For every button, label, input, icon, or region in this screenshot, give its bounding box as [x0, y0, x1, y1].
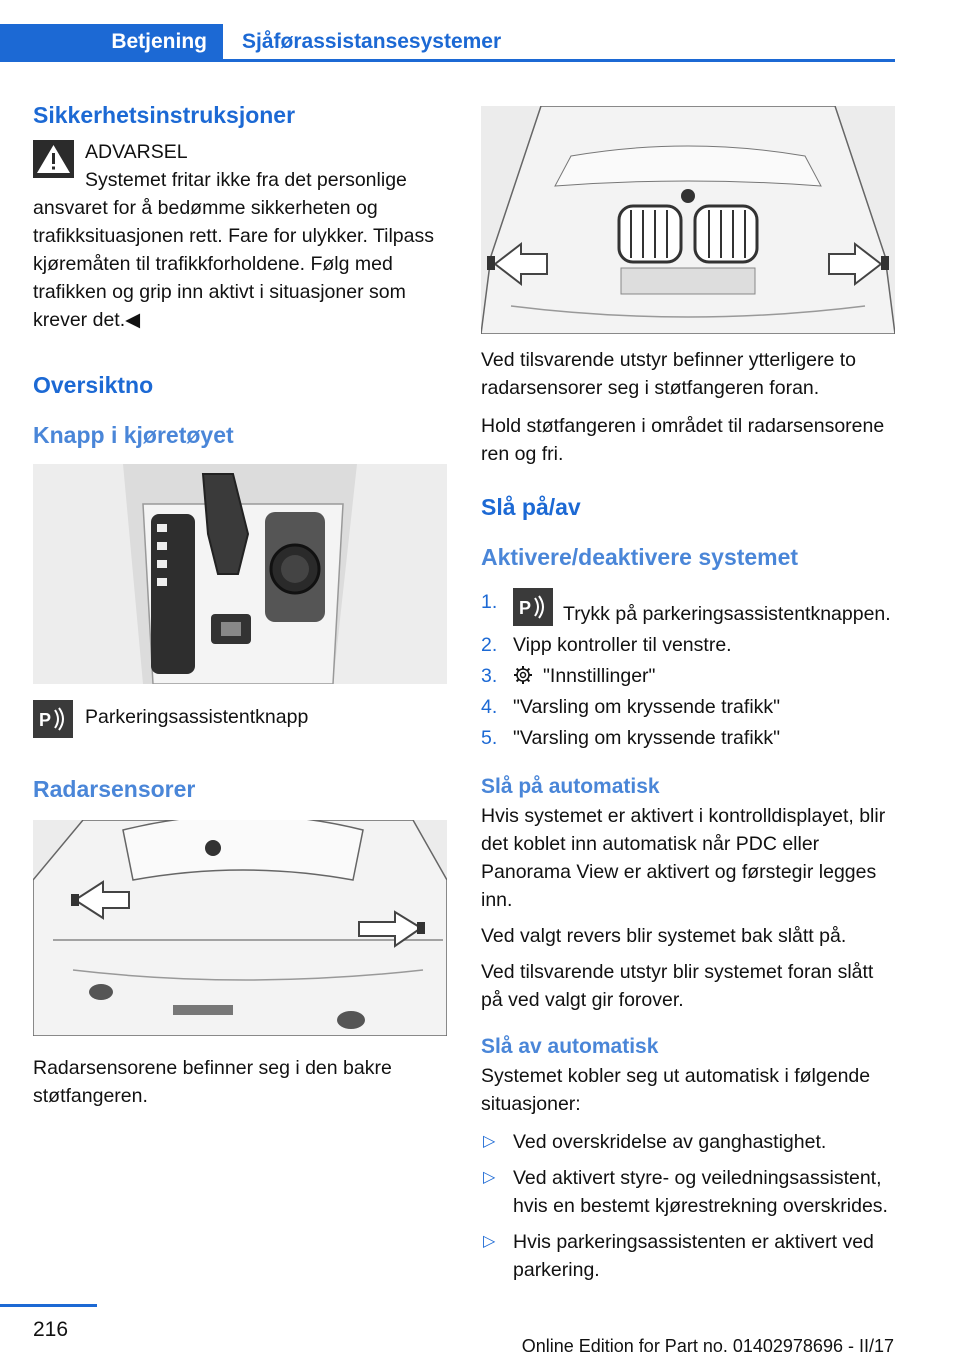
step-item: [481, 693, 896, 721]
step-text: "Varsling om kryssende trafikk": [513, 696, 781, 718]
page-number: 216: [33, 1318, 69, 1341]
activation-steps: [481, 588, 896, 752]
button-caption-row: [33, 700, 449, 744]
svg-text:P: P: [39, 710, 52, 730]
header-rule: [0, 59, 895, 62]
warning-triangle-icon: [33, 140, 74, 178]
safety-heading: Sikkerhetsinstruksjoner: [33, 102, 296, 128]
on-off-heading: Slå på/av: [481, 494, 581, 520]
console-photo: [33, 464, 447, 684]
rear-bumper-photo: [33, 820, 447, 1036]
step-item: [481, 631, 896, 659]
button-heading: Knapp i kjøretøyet: [33, 422, 234, 448]
warning-text: Systemet fritar ikke fra det personlige ansvaret for å bedømme sikkerheten og trafikksituasjonen rett. Fare for ulykker. Tilpass kjøremåten til trafikkforholdene. Følg med trafikken og grip inn aktivt i situasjoner som krever det.◀: [33, 169, 434, 331]
radar-heading: Radarsensorer: [33, 776, 196, 802]
step-text: Trykk på parkeringsassistentknappen.: [563, 603, 891, 625]
overview-heading: Oversiktno: [33, 372, 154, 398]
bullet-triangle-icon: ▷: [483, 1133, 496, 1150]
auto-on-text-2: Ved valgt revers blir systemet bak slått på.: [481, 925, 847, 947]
right-column: [481, 98, 896, 1292]
step-item: [481, 662, 896, 690]
step-item: [481, 588, 896, 628]
front-radar-text: Ved tilsvarende utstyr befinner ytterligere to radarsensorer seg i støtfangeren foran.: [481, 349, 857, 399]
svg-text:P: P: [519, 598, 532, 618]
rear-bumper-illustration: [33, 820, 447, 1036]
front-bumper-photo: [481, 106, 895, 334]
step-number: 3.: [481, 665, 498, 687]
auto-on-text-1: Hvis systemet er aktivert i kontrolldisplayet, blir det koblet inn automatisk når PDC eller Panorama View er aktivert og førstegir legges inn.: [481, 805, 886, 911]
auto-off-list: [481, 1128, 896, 1284]
front-bumper-illustration: [481, 106, 895, 334]
footer-rule: [0, 1304, 97, 1307]
gear-icon: [513, 665, 533, 685]
step-item: [481, 724, 896, 752]
list-item: [481, 1228, 896, 1284]
edition-text: Online Edition for Part no. 01402978696 - II/17: [521, 1336, 894, 1356]
auto-off-heading: Slå av automatisk: [481, 1035, 659, 1058]
list-item: [481, 1128, 896, 1156]
radar-text: Radarsensorene befinner seg i den bakre støtfangeren.: [33, 1057, 392, 1107]
center-console-illustration: [33, 464, 447, 684]
auto-on-text-3: Ved tilsvarende utstyr blir systemet foran slått på ved valgt gir forover.: [481, 961, 874, 1011]
auto-off-intro: Systemet kobler seg ut automatisk i følgende situasjoner:: [481, 1065, 871, 1115]
step-text: "Innstillinger": [543, 665, 656, 687]
warning-block: [33, 138, 449, 334]
step-number: 4.: [481, 696, 498, 718]
keep-clean-text: Hold støtfangeren i området til radarsensorene ren og fri.: [481, 415, 885, 465]
step-number: 2.: [481, 634, 498, 656]
step-text: Vipp kontroller til venstre.: [513, 634, 732, 656]
bullet-triangle-icon: ▷: [483, 1169, 496, 1186]
step-text: "Varsling om kryssende trafikk": [513, 727, 781, 749]
auto-on-heading: Slå på automatisk: [481, 775, 660, 798]
list-item: [481, 1164, 896, 1220]
left-column: [33, 98, 449, 1110]
activate-heading: Aktivere/deaktivere systemet: [481, 544, 799, 570]
parking-assistant-button-icon: [513, 588, 553, 626]
button-caption: Parkeringsassistentknapp: [85, 706, 309, 728]
warning-label: ADVARSEL: [85, 141, 188, 163]
tab-section-title: Sjåførassistansesystemer: [242, 30, 502, 53]
list-item-text: Ved overskridelse av ganghastighet.: [513, 1131, 827, 1153]
parking-assistant-button-icon: [33, 700, 73, 738]
step-number: 1.: [481, 591, 498, 613]
tab-betjening[interactable]: Betjening: [0, 24, 223, 61]
bullet-triangle-icon: ▷: [483, 1233, 496, 1250]
step-number: 5.: [481, 727, 498, 749]
list-item-text: Ved aktivert styre- og veiledningsassistent, hvis en bestemt kjørestrekning overskrides.: [513, 1167, 888, 1217]
list-item-text: Hvis parkeringsassistenten er aktivert ved parkering.: [513, 1231, 874, 1281]
